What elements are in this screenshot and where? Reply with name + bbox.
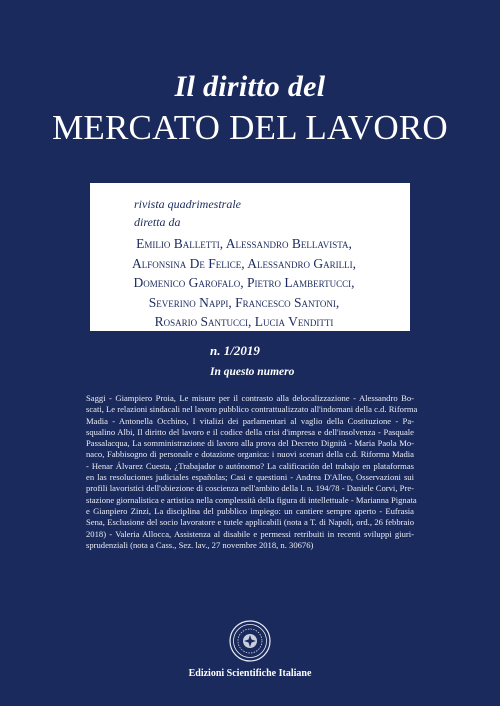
contents-line: Madia - Antonella Occhino, I vitalizi dei parlamentari al vaglio della Costituzione - Pa- (86, 415, 414, 426)
contents-line: 2018) - Valeria Allocca, Assistenza al disabile e permessi retribuiti in recenti sviluppi giuri- (86, 528, 414, 539)
contents-line: sprudenziali (nota a Cass., Sez. lav., 27 novembre 2018, n. 30676) (86, 539, 314, 550)
contents-line: scati, Le relazioni sindacali nel lavoro pubblico contrattualizzato all'indomani della c.d. Riforma (86, 404, 418, 415)
contents-line: stazione giornalistica e artistica nella complessità della figura di intellettuale - Marianna Pignata (86, 494, 417, 505)
publisher-name: Edizioni Scientifiche Italiane (188, 668, 312, 679)
contents-line: naco, Fabbisogno di personale e dotazione organica: i nuovi scenari della c.d. Riforma Madia (86, 449, 414, 460)
journal-frequency: rivista quadrimestrale (134, 197, 241, 211)
editor-line: Rosario Santucci, Lucia Venditti (154, 314, 334, 329)
editor-line: Alfonsina De Felice, Alessandro Garilli, (131, 255, 356, 271)
contents-line: profili lavoristici dell'obiezione di coscienza nell'ambito della l. n. 194/78 - Daniele Corvi, Pre- (86, 483, 414, 494)
contents-line: - Henar Álvarez Cuesta, ¿Trabajador o autónomo? La calificación del trabajo en plataformas (86, 460, 414, 471)
issue-number: n. 1/2019 (210, 343, 260, 358)
editor-line: Severino Nappi, Francesco Santoni, (148, 294, 340, 310)
contents-line: Saggi - Giampiero Proia, Le misure per il contrasto alla delocalizzazione - Alessandro Bo- (86, 393, 414, 403)
editor-line: Domenico Garofalo, Pietro Lambertucci, (133, 275, 355, 290)
table-of-contents (86, 393, 418, 551)
editorial-panel (90, 183, 410, 331)
editors-list (90, 234, 398, 332)
contents-line: Passalacqua, La somministrazione di lavoro alla prova del Decreto Dignità - Maria Paola Mo- (86, 438, 414, 449)
editor-line: Emilio Balletti, Alessandro Bellavista, (136, 236, 352, 251)
directed-by-label: diretta da (134, 215, 181, 229)
journal-title-prefix: Il diritto del (174, 70, 326, 103)
journal-title: MERCATO DEL LAVORO (52, 108, 448, 147)
contents-line: e Gianpiero Zinzi, La disciplina del pubblico impiego: un cantiere sempre aperto - Eufrasia (86, 505, 414, 516)
publisher-seal-icon (229, 620, 271, 662)
contents-line: Sena, Esclusione del socio lavoratore e tutele applicabili (nota a T. di Napoli, ord., 26 febbraio (86, 517, 414, 528)
in-this-issue-heading: In questo numero (210, 366, 295, 378)
contents-line: en las resoluciones judiciales españolas; Casi e questioni - Andrea D'Alleo, Osservazioni sui (86, 472, 414, 483)
contents-line: squalino Albi, Il diritto del lavoro e il codice della crisi d'impresa e dell'insolvenza - Pasquale (86, 426, 414, 437)
